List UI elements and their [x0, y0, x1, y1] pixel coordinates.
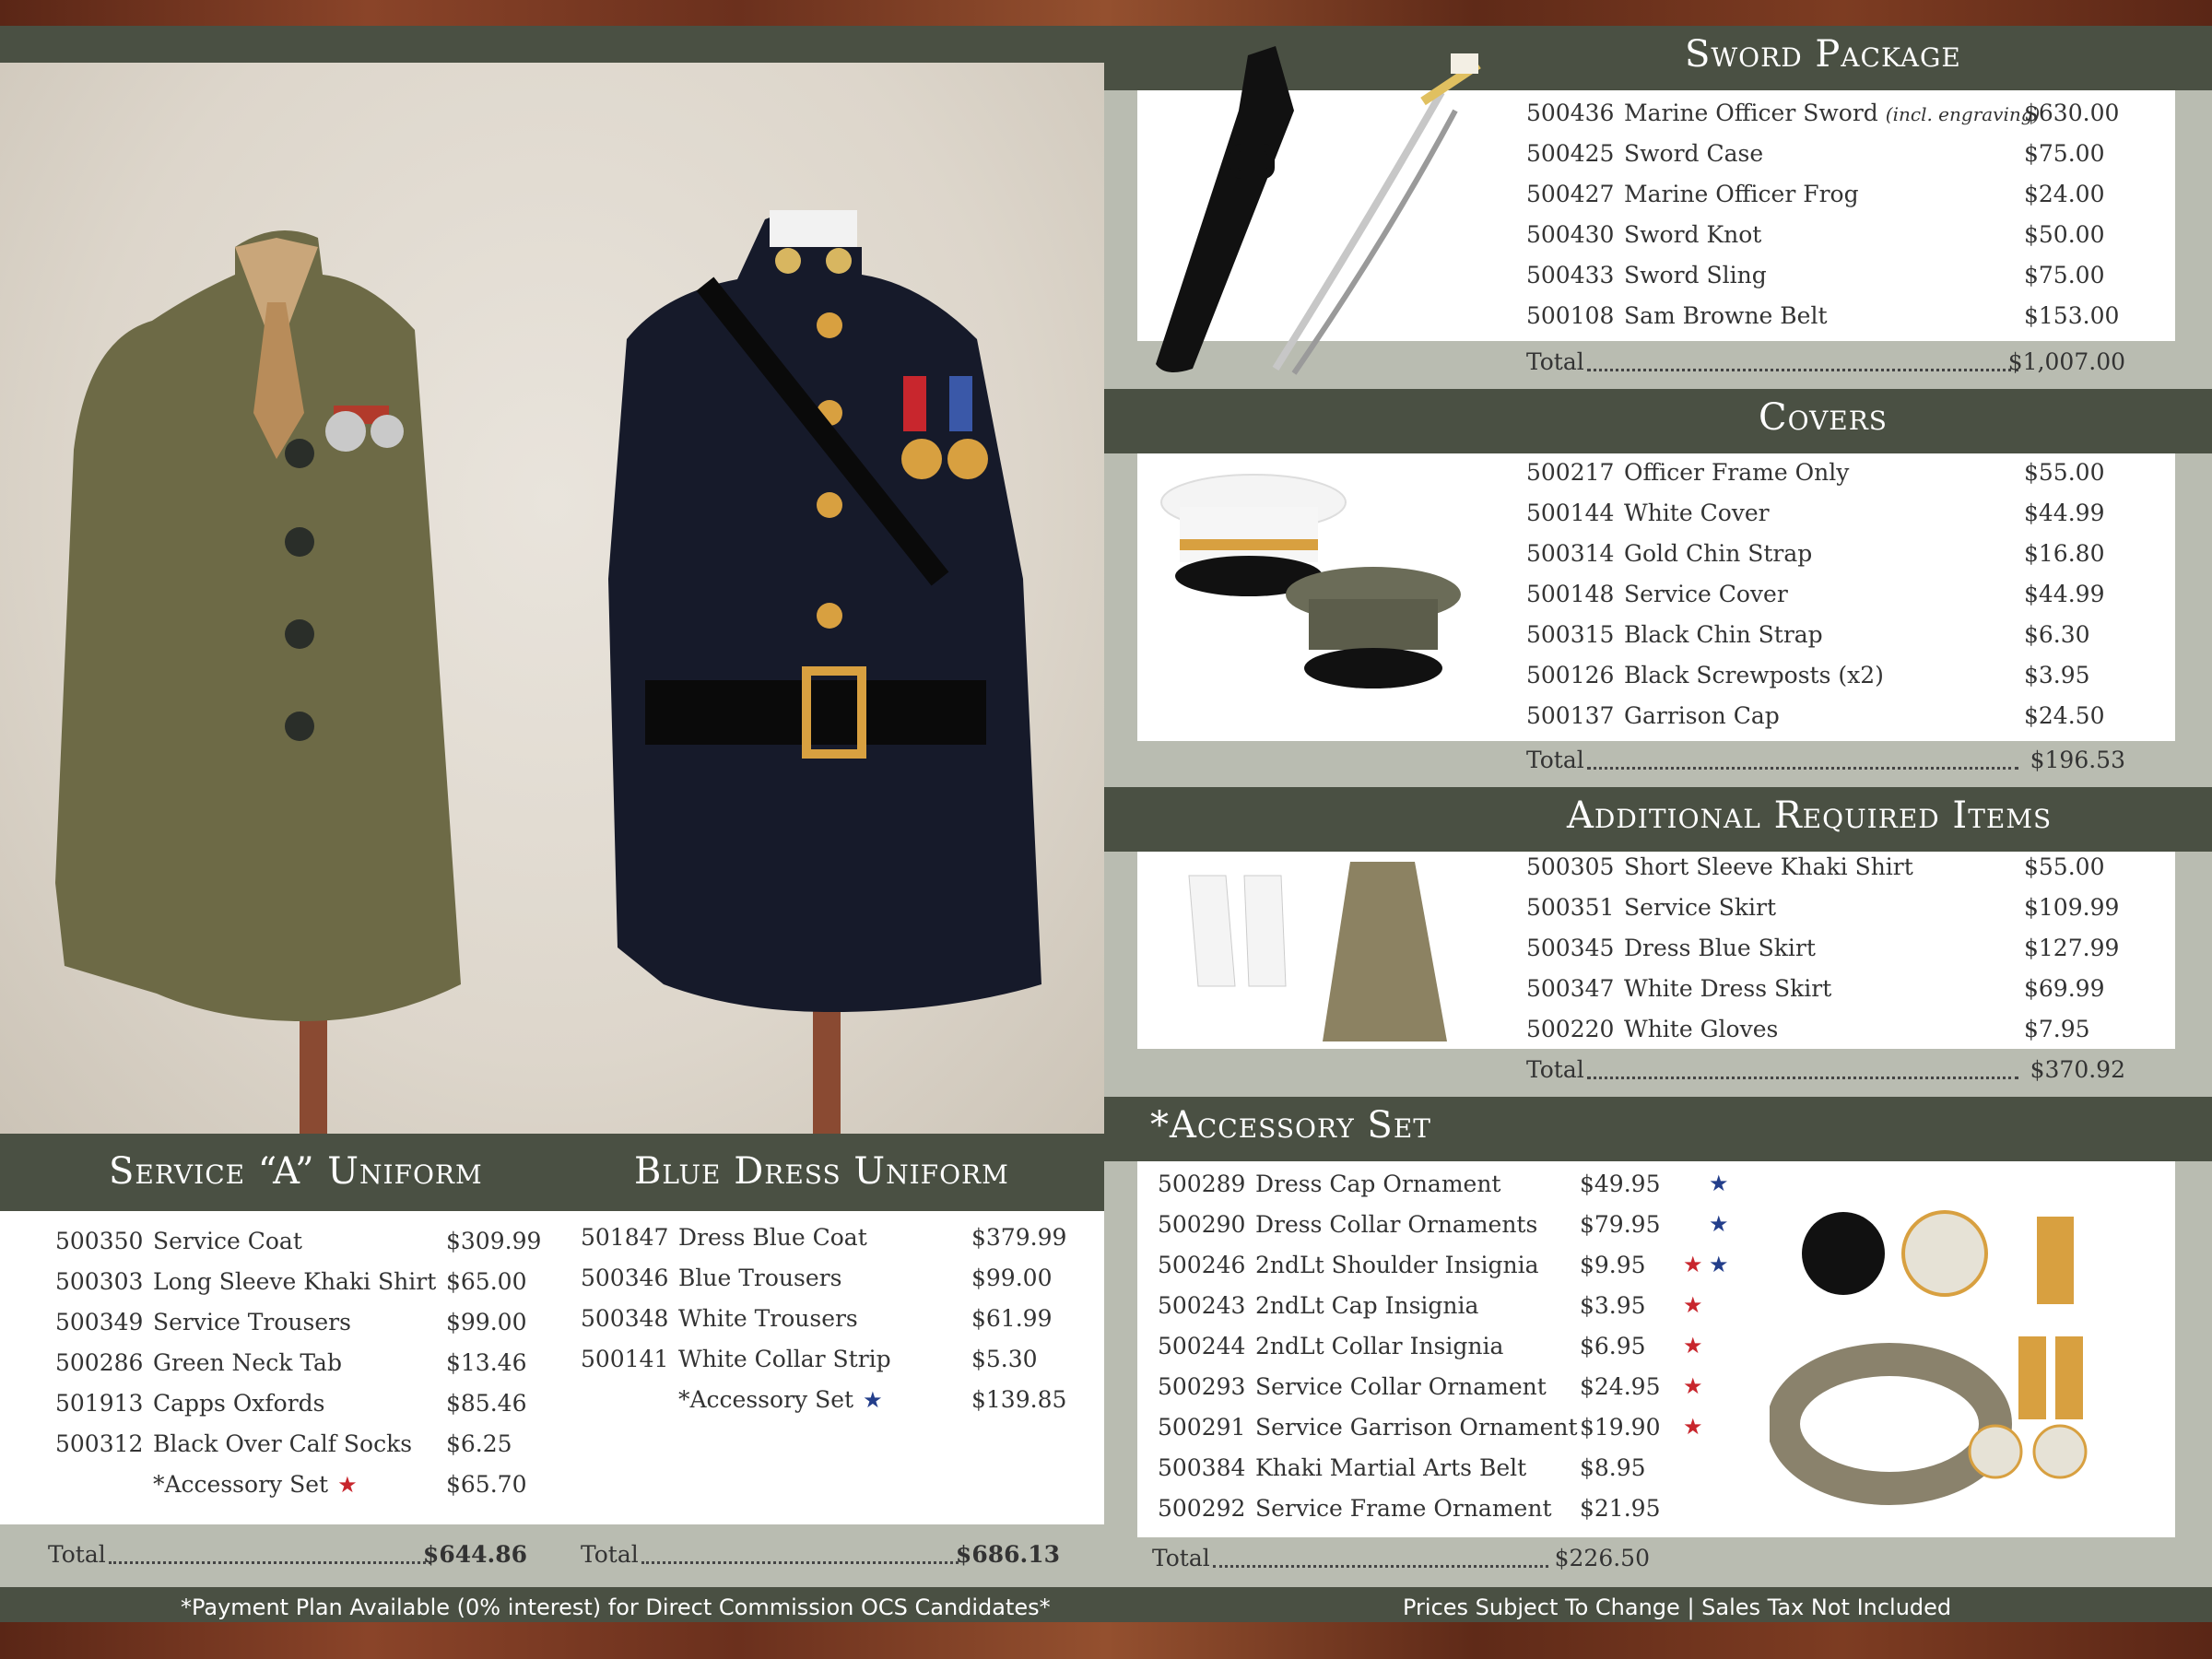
item-code: 500312	[55, 1430, 144, 1457]
item-name	[1255, 1414, 1578, 1441]
item-name	[1624, 140, 1763, 167]
item-name-text: Khaki Martial Arts Belt	[1255, 1454, 1527, 1481]
list-item	[1526, 221, 2125, 253]
item-code: 501847	[581, 1224, 669, 1251]
item-price: $9.95	[1580, 1252, 1646, 1278]
wood-frame-bottom	[0, 1622, 2212, 1659]
item-price: $7.95	[2024, 1016, 2090, 1042]
list-item	[1526, 975, 2125, 1006]
accessory-title: *Accessory Set	[1150, 1104, 1431, 1147]
list-item	[1158, 1292, 1747, 1324]
item-name	[678, 1386, 883, 1413]
item-price: $13.46	[446, 1349, 527, 1376]
sword-title: Sword Package	[1685, 33, 1961, 76]
item-price: $75.00	[2024, 262, 2105, 288]
leader-dots	[1587, 1077, 2018, 1079]
item-code: 500315	[1526, 621, 1615, 648]
item-name	[1255, 1454, 1526, 1481]
total-label: Total	[581, 1541, 639, 1568]
item-name	[1624, 1016, 1778, 1042]
item-price: $109.99	[2024, 894, 2120, 921]
leader-dots	[1587, 767, 2018, 770]
item-name-text: *Accessory Set	[153, 1471, 329, 1498]
accessory-image	[1770, 1198, 2101, 1512]
sword-total-value: $1,007.00	[2007, 348, 2125, 375]
item-name-text: White Gloves	[1624, 1016, 1779, 1042]
item-name-text: White Dress Skirt	[1624, 975, 1832, 1002]
item-name-text: Service Skirt	[1624, 894, 1777, 921]
item-price: $44.99	[2024, 500, 2105, 526]
list-item	[1158, 1373, 1747, 1405]
item-name	[1624, 500, 1770, 526]
item-name-text: Officer Frame Only	[1624, 459, 1850, 486]
leader-dots	[1587, 369, 2018, 371]
list-item	[1158, 1414, 1747, 1445]
item-price: $65.00	[446, 1268, 527, 1295]
item-code: 500433	[1526, 262, 1615, 288]
item-code: 500148	[1526, 581, 1615, 607]
leader-dots	[1213, 1565, 1548, 1568]
item-name	[1624, 459, 1849, 486]
item-name	[153, 1268, 436, 1295]
list-item	[1526, 853, 2125, 885]
list-item	[1526, 702, 2125, 734]
total-label: Total	[1152, 1545, 1210, 1571]
item-name	[1624, 302, 1828, 329]
item-code: 500384	[1158, 1454, 1246, 1481]
list-item	[1526, 262, 2125, 293]
accessory-total-value: $226.50	[1554, 1545, 1650, 1571]
item-name-text: Short Sleeve Khaki Shirt	[1624, 853, 1913, 880]
item-code: 500286	[55, 1349, 144, 1376]
leader-dots	[641, 1561, 959, 1564]
prices-note: Prices Subject To Change | Sales Tax Not Included	[1403, 1594, 1952, 1620]
item-price: $6.25	[446, 1430, 512, 1457]
item-price: $65.70	[446, 1471, 527, 1498]
item-name-text: Sword Knot	[1624, 221, 1762, 248]
list-item	[1526, 540, 2125, 571]
item-price: $75.00	[2024, 140, 2105, 167]
item-name-text: *Accessory Set	[678, 1386, 854, 1413]
additional-image	[1171, 857, 1484, 1041]
list-item	[55, 1430, 544, 1462]
wood-frame-top	[0, 0, 2212, 26]
list-item	[1526, 140, 2125, 171]
item-code: 500427	[1526, 181, 1615, 207]
additional-total-value: $370.92	[2030, 1056, 2125, 1083]
item-name	[1624, 662, 1884, 688]
item-name-text: Marine Officer Frog	[1624, 181, 1859, 207]
item-code: 500350	[55, 1228, 144, 1254]
item-code: 500244	[1158, 1333, 1246, 1359]
item-price: $85.46	[446, 1390, 527, 1417]
item-name	[1255, 1292, 1478, 1319]
list-item	[55, 1228, 544, 1259]
blue-star-icon: ★	[1709, 1211, 1729, 1237]
list-item	[581, 1346, 1069, 1377]
item-price: $6.95	[1580, 1333, 1646, 1359]
red-star-icon: ★	[1683, 1252, 1703, 1277]
item-code: 500303	[55, 1268, 144, 1295]
item-price: $3.95	[1580, 1292, 1646, 1319]
item-code: 500126	[1526, 662, 1615, 688]
item-name-text: 2ndLt Cap Insignia	[1255, 1292, 1479, 1319]
leader-dots	[109, 1561, 431, 1564]
covers-total-value: $196.53	[2030, 747, 2125, 773]
list-item	[55, 1349, 544, 1381]
total-label: Total	[1526, 348, 1584, 375]
additional-title: Additional Required Items	[1567, 794, 2053, 837]
item-name	[1624, 935, 1816, 961]
list-item	[581, 1265, 1069, 1296]
item-name	[153, 1309, 351, 1335]
item-price: $8.95	[1580, 1454, 1646, 1481]
item-code: 500137	[1526, 702, 1615, 729]
total-label: Total	[48, 1541, 106, 1568]
item-code: 500345	[1526, 935, 1615, 961]
item-code: 500292	[1158, 1495, 1246, 1522]
list-item	[1158, 1495, 1747, 1526]
red-star-icon: ★	[1683, 1333, 1703, 1359]
photo-top-band	[0, 26, 1104, 63]
item-name-text: White Trousers	[678, 1305, 858, 1332]
item-name-text: Sam Browne Belt	[1624, 302, 1828, 329]
item-price: $24.00	[2024, 181, 2105, 207]
red-star-icon: ★	[1683, 1373, 1703, 1399]
item-name	[1624, 581, 1788, 607]
item-name	[678, 1265, 841, 1291]
item-code: 500141	[581, 1346, 669, 1372]
item-name	[1624, 702, 1780, 729]
item-price: $69.99	[2024, 975, 2105, 1002]
item-name-text: Marine Officer Sword	[1624, 100, 1878, 126]
item-code: 500290	[1158, 1211, 1246, 1238]
covers-image	[1152, 461, 1465, 728]
list-item	[1526, 459, 2125, 490]
item-name	[1624, 262, 1767, 288]
service-a-total-value: $644.86	[422, 1541, 527, 1568]
item-price: $24.50	[2024, 702, 2105, 729]
item-name-text: Garrison Cap	[1624, 702, 1780, 729]
item-price: $127.99	[2024, 935, 2120, 961]
item-price: $79.95	[1580, 1211, 1661, 1238]
item-code: 500346	[581, 1265, 669, 1291]
blue-star-icon: ★	[1709, 1252, 1729, 1277]
item-name	[1255, 1495, 1551, 1522]
item-name-text: Black Over Calf Socks	[153, 1430, 413, 1457]
list-item	[1526, 662, 2125, 693]
item-price: $139.85	[971, 1386, 1067, 1413]
total-label: Total	[1526, 1056, 1584, 1083]
item-price: $99.00	[446, 1309, 527, 1335]
additional-total	[1526, 1056, 2125, 1089]
item-name-text: Service Collar Ornament	[1255, 1373, 1547, 1400]
item-name	[1255, 1252, 1538, 1278]
item-price: $61.99	[971, 1305, 1053, 1332]
covers-header-band	[1104, 389, 2212, 453]
item-price: $6.30	[2024, 621, 2090, 648]
list-item	[581, 1224, 1069, 1255]
list-item	[1526, 302, 2125, 334]
item-price: $16.80	[2024, 540, 2105, 567]
item-name	[1624, 894, 1776, 921]
item-price: $630.00	[2024, 100, 2120, 126]
list-item	[1158, 1252, 1747, 1283]
item-name-text: Green Neck Tab	[153, 1349, 342, 1376]
item-name	[678, 1224, 867, 1251]
payment-plan-note: *Payment Plan Available (0% interest) for Direct Commission OCS Candidates*	[181, 1594, 1051, 1620]
item-code: 500349	[55, 1309, 144, 1335]
list-item	[1158, 1211, 1747, 1242]
list-item	[1158, 1333, 1747, 1364]
blue-dress-total	[581, 1541, 1060, 1574]
item-name-text: Service Coat	[153, 1228, 302, 1254]
item-name-text: Service Cover	[1624, 581, 1788, 607]
item-price: $19.90	[1580, 1414, 1661, 1441]
item-name-text: Dress Blue Skirt	[1624, 935, 1816, 961]
item-name-text: Blue Trousers	[678, 1265, 842, 1291]
item-name-text: Service Garrison Ornament	[1255, 1414, 1578, 1441]
item-name	[153, 1390, 325, 1417]
item-price: $55.00	[2024, 853, 2105, 880]
list-item	[1526, 935, 2125, 966]
item-price: $21.95	[1580, 1495, 1661, 1522]
service-a-title: Service “A” Uniform	[109, 1150, 483, 1193]
item-name-text: Black Screwposts (x2)	[1624, 662, 1884, 688]
total-label: Total	[1526, 747, 1584, 773]
item-name	[1624, 181, 1859, 207]
item-name-text: Service Frame Ornament	[1255, 1495, 1552, 1522]
item-name	[1624, 975, 1831, 1002]
item-name	[1255, 1171, 1500, 1197]
item-code: 500220	[1526, 1016, 1615, 1042]
list-item	[1158, 1454, 1747, 1486]
item-name	[1624, 540, 1812, 567]
item-name	[153, 1349, 342, 1376]
uniforms-illustration	[0, 63, 1104, 1134]
item-code: 500347	[1526, 975, 1615, 1002]
item-name-text: Dress Blue Coat	[678, 1224, 867, 1251]
blue-dress-total-value: $686.13	[955, 1541, 1060, 1568]
item-name	[1624, 221, 1761, 248]
list-item	[1158, 1171, 1747, 1202]
list-item	[1526, 181, 2125, 212]
list-item	[1526, 100, 2125, 131]
item-name	[153, 1228, 302, 1254]
item-name-text: 2ndLt Collar Insignia	[1255, 1333, 1504, 1359]
item-code: 500314	[1526, 540, 1615, 567]
covers-total	[1526, 747, 2125, 780]
item-price: $3.95	[2024, 662, 2090, 688]
item-name-text: Dress Cap Ornament	[1255, 1171, 1501, 1197]
item-code: 501913	[55, 1390, 144, 1417]
item-code: 500246	[1158, 1252, 1246, 1278]
item-code: 500305	[1526, 853, 1615, 880]
item-price: $309.99	[446, 1228, 542, 1254]
uniforms-photo	[0, 63, 1104, 1159]
blue-dress-title: Blue Dress Uniform	[634, 1150, 1009, 1193]
item-code: 500217	[1526, 459, 1615, 486]
item-name-text: Sword Sling	[1624, 262, 1767, 288]
item-code: 500425	[1526, 140, 1615, 167]
red-star-icon: ★	[1683, 1292, 1703, 1318]
list-item	[55, 1309, 544, 1340]
list-item	[581, 1386, 1069, 1418]
item-name	[1255, 1211, 1537, 1238]
item-name	[678, 1346, 891, 1372]
service-a-total	[48, 1541, 527, 1574]
item-name	[678, 1305, 858, 1332]
item-price: $55.00	[2024, 459, 2105, 486]
item-name	[153, 1471, 358, 1498]
item-code: 500348	[581, 1305, 669, 1332]
item-price: $153.00	[2024, 302, 2120, 329]
sword-image	[1137, 37, 1506, 387]
item-price: $5.30	[971, 1346, 1038, 1372]
list-item	[55, 1268, 544, 1300]
item-name-text: Service Trousers	[153, 1309, 351, 1335]
item-name-text: Dress Collar Ornaments	[1255, 1211, 1538, 1238]
blue-star-icon: ★	[1709, 1171, 1729, 1196]
red-star-icon: ★	[1683, 1414, 1703, 1440]
item-name-text: Long Sleeve Khaki Shirt	[153, 1268, 437, 1295]
item-name-text: Capps Oxfords	[153, 1390, 325, 1417]
item-name-text: Gold Chin Strap	[1624, 540, 1813, 567]
accessory-total	[1152, 1545, 1650, 1578]
item-code: 500293	[1158, 1373, 1246, 1400]
item-price: $44.99	[2024, 581, 2105, 607]
blue-star-icon: ★	[863, 1387, 883, 1413]
red-star-icon: ★	[337, 1472, 358, 1498]
item-name-text: 2ndLt Shoulder Insignia	[1255, 1252, 1539, 1278]
item-code: 500291	[1158, 1414, 1246, 1441]
item-name-text: White Cover	[1624, 500, 1770, 526]
item-code: 500144	[1526, 500, 1615, 526]
item-code: 500430	[1526, 221, 1615, 248]
item-price: $24.95	[1580, 1373, 1661, 1400]
list-item	[1526, 581, 2125, 612]
item-code: 500436	[1526, 100, 1615, 126]
list-item	[1526, 500, 2125, 531]
item-name	[1624, 853, 1913, 880]
item-name	[153, 1430, 412, 1457]
item-note: (incl. engraving)	[1885, 103, 2041, 125]
item-name-text: White Collar Strip	[678, 1346, 891, 1372]
list-item	[1526, 621, 2125, 653]
list-item	[1526, 894, 2125, 925]
item-price: $49.95	[1580, 1171, 1661, 1197]
item-name	[1624, 621, 1823, 648]
item-name	[1255, 1333, 1503, 1359]
item-price: $99.00	[971, 1265, 1053, 1291]
list-item	[581, 1305, 1069, 1336]
item-code: 500243	[1158, 1292, 1246, 1319]
item-code: 500289	[1158, 1171, 1246, 1197]
item-name	[1624, 100, 2040, 126]
item-name-text: Black Chin Strap	[1624, 621, 1823, 648]
list-item	[55, 1471, 544, 1502]
list-item	[55, 1390, 544, 1421]
item-price: $50.00	[2024, 221, 2105, 248]
item-name	[1255, 1373, 1547, 1400]
list-item	[1526, 1016, 2125, 1047]
item-name-text: Sword Case	[1624, 140, 1764, 167]
sword-total	[1526, 348, 2125, 382]
item-code: 500351	[1526, 894, 1615, 921]
item-code: 500108	[1526, 302, 1615, 329]
item-price: $379.99	[971, 1224, 1067, 1251]
covers-title: Covers	[1759, 396, 1888, 439]
